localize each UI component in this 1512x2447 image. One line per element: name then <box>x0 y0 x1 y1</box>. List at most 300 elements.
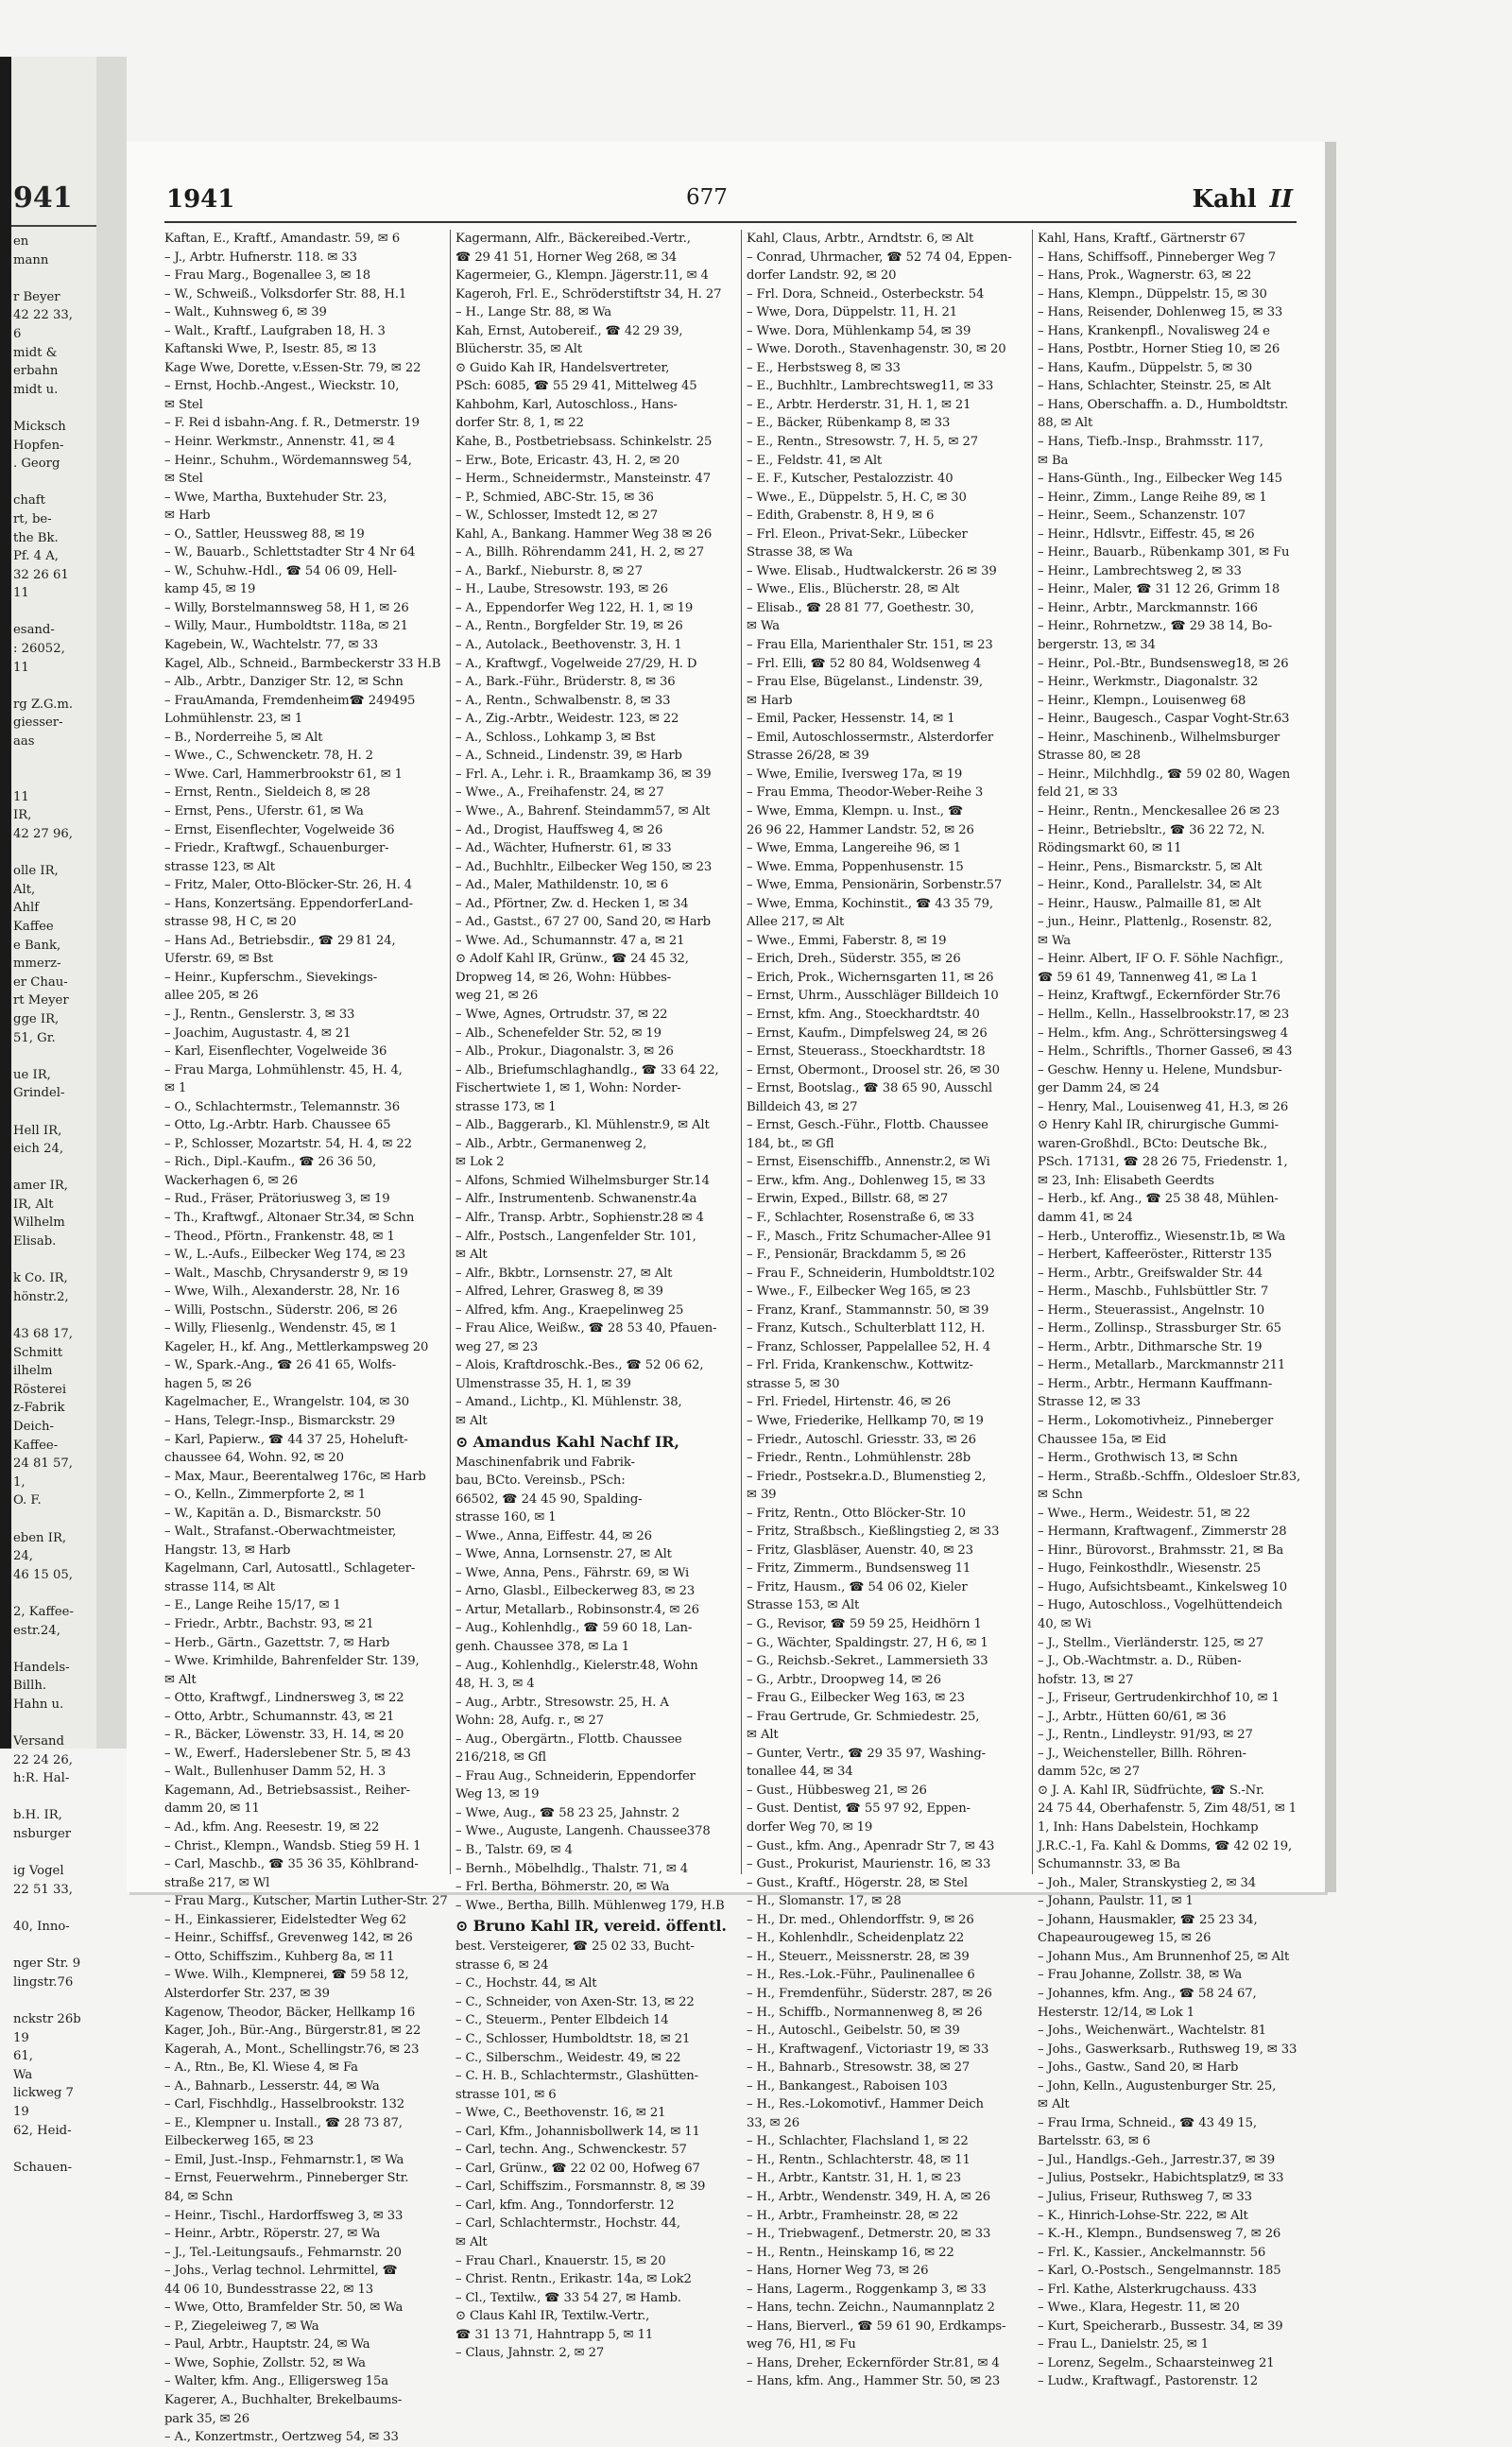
directory-entry: ✉ Wa <box>747 619 780 634</box>
directory-entry: – Frau Ella, Marienthaler Str. 151, ✉ 23 <box>747 638 993 653</box>
directory-entry: ✉ Alt <box>455 1414 488 1428</box>
directory-entry: Blücherstr. 35, ✉ Alt <box>455 342 582 357</box>
directory-entry: chaussee 64, Wohn. 92, ✉ 20 <box>164 1451 344 1466</box>
directory-entry: – Hans, Lagerm., Roggenkamp 3, ✉ 33 <box>747 2282 987 2297</box>
directory-entry: – H., Fremdenführ., Süderstr. 287, ✉ 26 <box>747 1986 992 2001</box>
directory-entry: – Johs., Gastw., Sand 20, ✉ Harb <box>1038 2060 1239 2076</box>
directory-entry: – H., Lange Str. 88, ✉ Wa <box>455 305 611 320</box>
directory-entry: – Herm., Maschb., Fuhlsbüttler Str. 7 <box>1038 1284 1269 1300</box>
directory-entry: damm 52c, ✉ 27 <box>1038 1765 1140 1780</box>
directory-entry: Strasse 153, ✉ Alt <box>747 1598 860 1613</box>
directory-entry: – E., Feldstr. 41, ✉ Alt <box>747 453 883 468</box>
directory-entry: – A., Eppendorfer Weg 122, H. 1, ✉ 19 <box>455 600 694 615</box>
directory-entry: – Hans, Tiefb.-Insp., Brahmsstr. 117, <box>1038 435 1263 450</box>
directory-entry: 44 06 10, Bundesstrasse 22, ✉ 13 <box>164 2282 373 2297</box>
directory-entry: – Frau Alice, Weißw., ☎ 28 53 40, Pfauen- <box>455 1321 717 1336</box>
directory-entry: – Aug., Kohlenhdlg., ☎ 59 60 18, Lan- <box>455 1621 693 1636</box>
directory-entry: – Ernst, Eisenflechter, Vogelweide 36 <box>164 822 395 837</box>
directory-entry: ☎ 29 41 51, Horner Weg 268, ✉ 34 <box>455 250 677 265</box>
directory-entry: – Heinr., Werkmstr., Diagonalstr. 32 <box>1038 675 1259 690</box>
directory-entry: – W., Kapitän a. D., Bismarckstr. 50 <box>164 1506 382 1521</box>
directory-entry: – Heinr., Rohrnetzw., ☎ 29 38 14, Bo- <box>1038 619 1273 634</box>
previous-page-line: mann <box>13 252 49 267</box>
directory-entry: bau, BCto. Vereinsb., PSch: <box>455 1473 626 1489</box>
directory-entry: – Heinr., Hdlsvtr., Eiffestr. 45, ✉ 26 <box>1038 526 1255 542</box>
directory-entry: ⊙ J. A. Kahl IR, Südfrüchte, ☎ S.-Nr. <box>1038 1783 1264 1798</box>
directory-entry: – O., Sattler, Heussweg 88, ✉ 19 <box>164 526 365 542</box>
directory-entry: – Frau Irma, Schneid., ☎ 43 49 15, <box>1038 2115 1257 2130</box>
directory-entry: – Frl. Bertha, Böhmerstr. 20, ✉ Wa <box>455 1880 670 1895</box>
directory-entry: – Wwe. Dora, Mühlenkamp 54, ✉ 39 <box>747 323 971 338</box>
previous-page-line <box>13 1159 96 1178</box>
column-divider <box>741 230 742 1874</box>
directory-entry: – Walt., Kraftf., Laufgraben 18, H. 3 <box>164 323 386 338</box>
previous-page-line: r Beyer <box>13 289 60 304</box>
directory-entry: strasse 5, ✉ 30 <box>747 1376 840 1391</box>
directory-entry: strasse 101, ✉ 6 <box>455 2087 557 2102</box>
directory-entry: – Hans, Konzertsäng. EppendorferLand- <box>164 896 413 911</box>
directory-entry: – Alfr., Bkbtr., Lornsenstr. 27, ✉ Alt <box>455 1266 673 1281</box>
directory-entry: – Fritz, Glasbläser, Auenstr. 40, ✉ 23 <box>747 1542 973 1558</box>
directory-entry: – H., Triebwagenf., Detmerstr. 20, ✉ 33 <box>747 2227 991 2242</box>
directory-entry: – Frl. Dora, Schneid., Osterbeckstr. 54 <box>747 286 985 302</box>
directory-entry: – A., Bark.-Führ., Brüderstr. 8, ✉ 36 <box>455 675 676 690</box>
directory-entry: Billdeich 43, ✉ 27 <box>747 1099 858 1114</box>
directory-entry: – A., Bahnarb., Lesserstr. 44, ✉ Wa <box>164 2078 380 2094</box>
directory-entry: – Frau Gertrude, Gr. Schmiedestr. 25, <box>747 1709 980 1724</box>
directory-entry: – Alb., Schenefelder Str. 52, ✉ 19 <box>455 1025 662 1041</box>
directory-entry: – W., Schlosser, Imstedt 12, ✉ 27 <box>455 508 659 524</box>
directory-entry: – A., Barkf., Nieburstr. 8, ✉ 27 <box>455 563 643 578</box>
directory-entry: Strasse 12, ✉ 33 <box>1038 1395 1141 1410</box>
previous-page-line: 62, Heid- <box>13 2123 72 2138</box>
directory-entry: – Herb., Unteroffiz., Wiesenstr.1b, ✉ Wa <box>1038 1229 1286 1244</box>
previous-page-line: Rösterei <box>13 1382 67 1397</box>
directory-entry: Kahe, B., Postbetriebsass. Schinkelstr. 25 <box>455 435 713 450</box>
directory-entry: – Helm., kfm. Ang., Schröttersingsweg 4 <box>1038 1025 1289 1041</box>
directory-entry: – E., Herbstsweg 8, ✉ 33 <box>747 360 901 375</box>
previous-page-line: 24, <box>13 1549 33 1564</box>
directory-entry: – Gust., Hübbesweg 21, ✉ 26 <box>747 1783 927 1798</box>
directory-column-1 <box>164 230 448 2447</box>
directory-entry: – A., Schloss., Lohkamp 3, ✉ Bst <box>455 730 656 745</box>
directory-entry: – E., Rentn., Stresowstr. 7, H. 5, ✉ 27 <box>747 435 978 450</box>
directory-entry: – J., Rentn., Lindleystr. 91/93, ✉ 27 <box>1038 1728 1253 1743</box>
directory-entry: – Wwe., Bertha, Billh. Mühlenweg 179, H.B <box>455 1898 725 1913</box>
directory-entry: – Heinr., Maschinenb., Wilhelmsburger <box>1038 730 1280 745</box>
directory-entry: – W., Schweiß., Volksdorfer Str. 88, H.1 <box>164 286 407 302</box>
directory-entry: – Johann, Paulstr. 11, ✉ 1 <box>1038 1894 1194 1909</box>
directory-entry: – Heinr., Arbtr., Röperstr. 27, ✉ Wa <box>164 2227 381 2242</box>
directory-entry: Hangstr. 13, ✉ Harb <box>164 1542 291 1558</box>
directory-entry: – Willy, Borstelmannsweg 58, H 1, ✉ 26 <box>164 600 409 615</box>
directory-entry: – Heinr., Kond., Parallelstr. 34, ✉ Alt <box>1038 878 1262 893</box>
directory-entry: – A., Zig.-Arbtr., Weidestr. 123, ✉ 22 <box>455 712 679 727</box>
directory-entry: – Hans, techn. Zeichn., Naumannplatz 2 <box>747 2301 995 2316</box>
directory-entry: hofstr. 13, ✉ 27 <box>1038 1672 1134 1687</box>
directory-entry: Kahl, A., Bankang. Hammer Weg 38 ✉ 26 <box>455 526 713 542</box>
directory-entry: Lohmühlenstr. 23, ✉ 1 <box>164 712 303 727</box>
directory-entry: – G., Arbtr., Droopweg 14, ✉ 26 <box>747 1672 941 1687</box>
previous-page-line: midt & <box>13 345 58 360</box>
directory-entry: – Wwe, Emma, Klempn. u. Inst., ☎ <box>747 803 964 819</box>
directory-entry: – Lorenz, Segelm., Schaarsteinweg 21 <box>1038 2355 1275 2370</box>
previous-page-line <box>13 399 96 418</box>
directory-entry: Kagenow, Theodor, Bäcker, Hellkamp 16 <box>164 2005 416 2020</box>
directory-entry: damm 41, ✉ 24 <box>1038 1210 1133 1225</box>
directory-entry: – K., Hinrich-Lohse-Str. 222, ✉ Alt <box>1038 2208 1248 2223</box>
directory-entry: – Hans, Horner Weg 73, ✉ 26 <box>747 2264 929 2279</box>
directory-entry: – H., Arbtr., Framheinstr. 28, ✉ 22 <box>747 2208 958 2223</box>
previous-page-line: rt Meyer <box>13 993 69 1008</box>
directory-entry: – Wwe. Elisab., Hudtwalckerstr. 26 ✉ 39 <box>747 563 997 578</box>
directory-entry: tonallee 44, ✉ 34 <box>747 1765 853 1780</box>
directory-entry: 33, ✉ 26 <box>747 2115 799 2130</box>
directory-entry: – Frl. Elli, ☎ 52 80 84, Woldsenweg 4 <box>747 656 982 671</box>
previous-page-line: nger Str. 9 <box>13 1956 81 1972</box>
directory-entry: – Frau Aug., Schneiderin, Eppendorfer <box>455 1768 696 1784</box>
directory-entry: Eilbeckerweg 165, ✉ 23 <box>164 2134 314 2149</box>
directory-entry: – Herb., Gärtn., Gazettstr. 7, ✉ Harb <box>164 1635 390 1650</box>
directory-entry: 26 96 22, Hammer Landstr. 52, ✉ 26 <box>747 822 974 837</box>
directory-entry: Kagel, Alb., Schneid., Barmbeckerstr 33 H.B <box>164 656 441 671</box>
directory-entry: – Wwe, Dora, Düppelstr. 11, H. 21 <box>747 305 958 320</box>
directory-entry: – E., Klempner u. Install., ☎ 28 73 87, <box>164 2115 403 2130</box>
directory-entry: – Frau Marg., Kutscher, Martin Luther-Str. 27 <box>164 1894 448 1909</box>
directory-entry: – Joachim, Augustastr. 4, ✉ 21 <box>164 1025 352 1041</box>
directory-entry: allee 205, ✉ 26 <box>164 989 259 1004</box>
directory-entry: – Johs., Gaswerksarb., Ruthsweg 19, ✉ 33 <box>1038 2042 1297 2057</box>
directory-entry: 24 75 44, Oberhafenstr. 5, Zim 48/51, ✉ 1 <box>1038 1801 1297 1817</box>
previous-page-line: 42 27 96, <box>13 827 73 841</box>
directory-entry: – F. Rei d isbahn-Ang. f. R., Detmerstr. 19 <box>164 416 420 431</box>
directory-entry: – Hugo, Autoschloss., Vogelhüttendeich <box>1038 1598 1282 1613</box>
directory-entry: – E., Bäcker, Rübenkamp 8, ✉ 33 <box>747 416 951 431</box>
directory-entry: strasse 114, ✉ Alt <box>164 1579 275 1594</box>
directory-entry: – A., Billh. Röhrendamm 241, H. 2, ✉ 27 <box>455 545 704 560</box>
previous-page-line: ue IR, <box>13 1067 51 1082</box>
directory-entry: – Hans, Reisender, Dohlenweg 15, ✉ 33 <box>1038 305 1283 320</box>
directory-entry: 216/218, ✉ Gfl <box>455 1750 546 1766</box>
previous-page-line <box>13 1844 96 1863</box>
directory-entry: – F., Masch., Fritz Schumacher-Allee 91 <box>747 1229 993 1244</box>
previous-page-line <box>13 1047 96 1066</box>
directory-entry: – A., Rtn., Be, Kl. Wiese 4, ✉ Fa <box>164 2060 358 2076</box>
directory-entry: – jun., Heinr., Plattenlg., Rosenstr. 82, <box>1038 915 1273 930</box>
previous-page-line <box>13 1640 96 1659</box>
directory-entry: – Alfons, Schmied Wilhelmsburger Str.14 <box>455 1173 710 1188</box>
directory-entry: – Ernst, Pens., Uferstr. 61, ✉ Wa <box>164 803 364 819</box>
directory-entry: kamp 45, ✉ 19 <box>164 582 256 597</box>
directory-entry: – Carl, Schlachtermstr., Hochstr. 44, <box>455 2216 680 2232</box>
previous-page-line: Hopfen- <box>13 438 64 453</box>
directory-entry: – Herb., kf. Ang., ☎ 25 38 48, Mühlen- <box>1038 1192 1279 1207</box>
directory-entry: – W., Schuhw.-Hdl., ☎ 54 06 09, Hell- <box>164 563 397 578</box>
directory-entry: – J., Ob.-Wachtmstr. a. D., Rüben- <box>1038 1654 1242 1669</box>
directory-entry: – H., Steuerr., Meissnerstr. 28, ✉ 39 <box>747 1949 970 1964</box>
previous-page-line: mmerz- <box>13 956 61 972</box>
column-divider <box>1032 230 1033 1874</box>
directory-entry: – Wwe., Herm., Weidestr. 51, ✉ 22 <box>1038 1506 1250 1521</box>
directory-entry: – Helm., Schriftls., Thorner Gasse6, ✉ 43 <box>1038 1044 1293 1060</box>
directory-entry: Uferstr. 69, ✉ Bst <box>164 952 273 967</box>
directory-entry: – Ernst, Steuerass., Stoeckhardtstr. 18 <box>747 1044 986 1060</box>
previous-page-rule <box>11 225 96 227</box>
directory-entry: – C., Schneider, von Axen-Str. 13, ✉ 22 <box>455 1994 695 2009</box>
directory-entry: dorfer Str. 8, 1, ✉ 22 <box>455 416 584 431</box>
directory-entry: – Theod., Pförtn., Frankenstr. 48, ✉ 1 <box>164 1229 395 1244</box>
directory-entry: – Wwe, Anna, Pens., Fährstr. 69, ✉ Wi <box>455 1565 690 1580</box>
directory-entry: – P., Schmied, ABC-Str. 15, ✉ 36 <box>455 490 654 505</box>
directory-entry: – Fritz, Rentn., Otto Blöcker-Str. 10 <box>747 1506 966 1521</box>
directory-entry: – Aug., Kohlenhdlg., Kielerstr.48, Wohn <box>455 1658 698 1673</box>
directory-entry: – Heinr., Seem., Schanzenstr. 107 <box>1038 508 1246 524</box>
page-year: 1941 <box>166 185 235 214</box>
directory-entry: – Wwe, C., Beethovenstr. 16, ✉ 21 <box>455 2106 666 2121</box>
directory-entry: – Walter, kfm. Ang., Elligersweg 15a <box>164 2374 388 2389</box>
directory-entry: – Wwe., F., Eilbecker Weg 165, ✉ 23 <box>747 1284 971 1300</box>
directory-entry: – Wwe, Emma, Langereihe 96, ✉ 1 <box>747 841 962 856</box>
previous-page-line: 61, <box>13 2049 33 2064</box>
previous-page-line: lingstr.76 <box>13 1974 74 1990</box>
directory-entry: – W., Ewerf., Haderslebener Str. 5, ✉ 43 <box>164 1746 411 1761</box>
directory-entry: – Hans, Krankenpfl., Novalisweg 24 e <box>1038 323 1270 338</box>
directory-entry: ✉ 1 <box>164 1081 187 1096</box>
directory-entry: ✉ Alt <box>747 1728 779 1743</box>
directory-entry: Kahbohm, Karl, Autoschloss., Hans- <box>455 397 678 412</box>
page-gutter <box>96 57 127 1749</box>
previous-page-line: 51, Gr. <box>13 1030 56 1045</box>
previous-page-line: b.H. IR, <box>13 1808 62 1823</box>
directory-entry: – Friedr., Arbtr., Bachstr. 93, ✉ 21 <box>164 1617 374 1632</box>
directory-entry: strasse 98, H C, ✉ 20 <box>164 915 297 930</box>
previous-page-line: 40, Inno- <box>13 1920 70 1935</box>
directory-entry: – Johann Mus., Am Brunnenhof 25, ✉ Alt <box>1038 1949 1290 1964</box>
directory-entry: 48, H. 3, ✉ 4 <box>455 1677 535 1692</box>
directory-entry: – Edith, Grabenstr. 8, H 9, ✉ 6 <box>747 508 935 524</box>
previous-page-line: hönstr.2, <box>13 1289 69 1304</box>
previous-page-line: : 26052, <box>13 642 65 657</box>
directory-entry: – W., L.-Aufs., Eilbecker Weg 174, ✉ 23 <box>164 1248 405 1263</box>
column-divider <box>450 230 451 1874</box>
previous-page-line: Kaffee <box>13 919 54 934</box>
directory-entry: – Ad., Buchhltr., Eilbecker Weg 150, ✉ 23 <box>455 859 713 874</box>
directory-entry: – Heinr., Arbtr., Marckmannstr. 166 <box>1038 600 1258 615</box>
directory-entry: – Alb., Arbtr., Danziger Str. 12, ✉ Schn <box>164 675 404 690</box>
directory-entry: Kaftan, E., Kraftf., Amandastr. 59, ✉ 6 <box>164 232 400 246</box>
book-binding <box>0 57 11 1749</box>
directory-entry: – H., Res.-Lok.-Führ., Paulinenallee 6 <box>747 1968 975 1983</box>
directory-entry: – Hans, Kaufm., Düppelstr. 5, ✉ 30 <box>1038 360 1252 375</box>
directory-entry: – A., Rentn., Schwalbenstr. 8, ✉ 33 <box>455 693 671 708</box>
directory-entry: – G., Reichsb.-Sekret., Lammersieth 33 <box>747 1654 988 1669</box>
directory-entry: – Henry, Mal., Louisenweg 41, H.3, ✉ 26 <box>1038 1099 1289 1114</box>
directory-entry: – Ad., Gastst., 67 27 00, Sand 20, ✉ Harb <box>455 915 711 930</box>
directory-entry: – Aug., Obergärtn., Flottb. Chaussee <box>455 1732 682 1747</box>
directory-entry: best. Versteigerer, ☎ 25 02 33, Bucht- <box>455 1939 695 1955</box>
directory-entry: ☎ 31 13 71, Hahntrapp 5, ✉ 11 <box>455 2327 654 2342</box>
directory-entry: – Kurt, Speicherarb., Bussestr. 34, ✉ 39 <box>1038 2318 1283 2334</box>
directory-entry: genh. Chaussee 378, ✉ La 1 <box>455 1640 629 1655</box>
directory-entry: – Erw., Bote, Ericastr. 43, H. 2, ✉ 20 <box>455 453 679 468</box>
directory-entry: J.R.C.-1, Fa. Kahl & Domms, ☎ 42 02 19, <box>1038 1838 1293 1853</box>
directory-entry: – H., Res.-Lokomotivf., Hammer Deich <box>747 2097 984 2112</box>
previous-page-line: Deich- <box>13 1420 54 1434</box>
directory-entry: – Frau L., Danielstr. 25, ✉ 1 <box>1038 2337 1210 2352</box>
directory-entry: Chapeaurougeweg 15, ✉ 26 <box>1038 1931 1211 1946</box>
directory-entry: – W., Bauarb., Schlettstadter Str 4 Nr 64 <box>164 545 416 560</box>
directory-entry: – Wwe., Anna, Eiffestr. 44, ✉ 26 <box>455 1528 652 1543</box>
previous-page-line: Wilhelm <box>13 1215 65 1231</box>
directory-entry: Kahl, Hans, Kraftf., Gärtnerstr 67 <box>1038 232 1246 246</box>
directory-entry: Kah, Ernst, Autobereif., ☎ 42 29 39, <box>455 323 683 338</box>
directory-entry: – A., Autolack., Beethovenstr. 3, H. 1 <box>455 638 682 653</box>
directory-entry: – Johs., Weichenwärt., Wachtelstr. 81 <box>1038 2024 1266 2039</box>
directory-entry: – Herm., Arbtr., Greifswalder Str. 44 <box>1038 1266 1263 1281</box>
directory-entry: ✉ Alt <box>164 1672 197 1687</box>
directory-column-2 <box>455 230 735 2363</box>
directory-entry: – Wwe., C., Schwencketr. 78, H. 2 <box>164 749 373 764</box>
directory-entry: ✉ Wa <box>1038 933 1071 948</box>
directory-entry: – J., Weichensteller, Billh. Röhren- <box>1038 1746 1246 1761</box>
directory-entry: ⊙ Claus Kahl IR, Textilw.-Vertr., <box>455 2309 650 2324</box>
directory-entry: – H., Laube, Stresowstr. 193, ✉ 26 <box>455 582 668 597</box>
directory-entry: – Wwe, Wilh., Alexanderstr. 28, Nr. 16 <box>164 1284 400 1300</box>
directory-entry: – H., Kraftwagenf., Victoriastr 19, ✉ 33 <box>747 2042 989 2057</box>
directory-entry: – Hans Ad., Betriebsdir., ☎ 29 81 24, <box>164 933 396 948</box>
page-edge <box>1325 142 1336 1892</box>
directory-entry: ger Damm 24, ✉ 24 <box>1038 1081 1160 1096</box>
previous-page-line: 19 <box>13 2104 29 2119</box>
directory-entry: – Herm., Arbtr., Hermann Kauffmann- <box>1038 1376 1273 1391</box>
directory-entry: Kageroh, Frl. E., Schröderstiftstr 34, H. 27 <box>455 286 722 302</box>
directory-entry: – H., Einkassierer, Eidelstedter Weg 62 <box>164 1912 407 1927</box>
previous-page-line: Grindel- <box>13 1086 65 1101</box>
directory-entry: – Frl. Kathe, Alsterkrugchauss. 433 <box>1038 2282 1257 2297</box>
directory-entry: – H., Bankangest., Raboisen 103 <box>747 2078 948 2094</box>
previous-page-line <box>13 269 96 288</box>
previous-page-fragment <box>11 57 96 2175</box>
directory-entry: Bartelsstr. 63, ✉ 6 <box>1038 2134 1151 2149</box>
directory-entry: – Arno, Glasbl., Eilbeckerweg 83, ✉ 23 <box>455 1584 696 1599</box>
directory-entry: – Hans, Schiffsoff., Pinneberger Weg 7 <box>1038 250 1277 265</box>
directory-entry: – Willi, Postschn., Süderstr. 206, ✉ 26 <box>164 1302 398 1318</box>
directory-entry: dorfer Weg 70, ✉ 19 <box>747 1820 873 1835</box>
directory-entry: ✉ Lok 2 <box>455 1155 505 1170</box>
previous-page-line: . Georg <box>13 457 60 472</box>
previous-page-line <box>13 474 96 492</box>
previous-page-line: Micksch <box>13 419 66 434</box>
directory-entry: – E., Lange Reihe 15/17, ✉ 1 <box>164 1598 341 1613</box>
previous-page-line: midt u. <box>13 382 59 397</box>
directory-entry: – J., Arbtr., Hütten 60/61, ✉ 36 <box>1038 1709 1227 1724</box>
directory-entry: – Frau Johanne, Zollstr. 38, ✉ Wa <box>1038 1968 1243 1983</box>
directory-entry: – Wwe., Elis., Blücherstr. 28, ✉ Alt <box>747 582 960 597</box>
directory-entry: – Herbert, Kaffeeröster., Ritterstr 135 <box>1038 1248 1272 1263</box>
directory-entry: – Herm., Grothwisch 13, ✉ Schn <box>1038 1451 1238 1466</box>
directory-entry: – C., Schlosser, Humboldtstr. 18, ✉ 21 <box>455 2031 691 2046</box>
directory-entry: – C. H. B., Schlachtermstr., Glashütten- <box>455 2069 698 2084</box>
directory-entry: – Alfr., Postsch., Langenfelder Str. 101, <box>455 1229 696 1244</box>
directory-entry: – Ludw., Kraftwagf., Pastorenstr. 12 <box>1038 2374 1258 2389</box>
previous-page-line: Pf. 4 A, <box>13 549 59 564</box>
previous-page-line: amer IR, <box>13 1179 68 1194</box>
directory-entry: – Walt., Maschb, Chrysanderstr 9, ✉ 19 <box>164 1266 408 1281</box>
directory-entry: Wackerhagen 6, ✉ 26 <box>164 1173 298 1188</box>
directory-entry: – Heinr., Milchhdlg., ☎ 59 02 80, Wagen <box>1038 767 1291 782</box>
directory-entry: – P., Ziegeleiweg 7, ✉ Wa <box>164 2318 319 2334</box>
directory-entry: – H., Autoschl., Geibelstr. 50, ✉ 39 <box>747 2024 960 2039</box>
directory-entry: – Wwe., A., Freihafenstr. 24, ✉ 27 <box>455 785 664 801</box>
directory-entry: ✉ 39 <box>747 1488 777 1503</box>
directory-entry: waren-Großhdl., BCto: Deutsche Bk., <box>1038 1136 1268 1151</box>
directory-entry: feld 21, ✉ 33 <box>1038 785 1118 801</box>
previous-page-line <box>13 769 96 788</box>
directory-entry: – Hugo, Feinkosthdlr., Wiesenstr. 25 <box>1038 1561 1262 1577</box>
directory-entry: – Otto, Kraftwgf., Lindnersweg 3, ✉ 22 <box>164 1691 404 1706</box>
directory-entry: – Heinr. Albert, IF O. F. Söhle Nachfigr., <box>1038 952 1283 967</box>
previous-page-line: olle IR, <box>13 864 59 879</box>
directory-entry: – Erich, Prok., Wichernsgarten 11, ✉ 26 <box>747 970 994 985</box>
directory-entry: – Gunter, Vertr., ☎ 29 35 97, Washing- <box>747 1746 986 1761</box>
directory-entry: – Alb., Baggerarb., Kl. Mühlenstr.9, ✉ Alt <box>455 1118 710 1133</box>
directory-entry: – H., Arbtr., Wendenstr. 349, H. A, ✉ 26 <box>747 2189 991 2204</box>
directory-entry: – Erw., kfm. Ang., Dohlenweg 15, ✉ 33 <box>747 1173 986 1188</box>
directory-entry: hagen 5, ✉ 26 <box>164 1376 252 1391</box>
directory-entry: – Herm., Lokomotivheiz., Pinneberger <box>1038 1414 1274 1428</box>
directory-entry: Kaftanski Wwe, P., Isestr. 85, ✉ 13 <box>164 342 377 357</box>
previous-page-line: z-Fabrik <box>13 1401 65 1416</box>
directory-entry: – Julius, Friseur, Ruthsweg 7, ✉ 33 <box>1038 2189 1252 2204</box>
directory-entry: – Alb., Arbtr., Germanenweg 2, <box>455 1136 647 1151</box>
directory-entry: – Alfred, kfm. Ang., Kraepelinweg 25 <box>455 1302 684 1318</box>
directory-entry: – H., Slomanstr. 17, ✉ 28 <box>747 1894 902 1909</box>
directory-entry: – Ernst, Obermont., Droosel str. 26, ✉ 30 <box>747 1062 1000 1077</box>
directory-entry: – Joh., Maler, Stranskystieg 2, ✉ 34 <box>1038 1875 1257 1890</box>
directory-entry: – Ernst, Eisenschiffb., Annenstr.2, ✉ Wi <box>747 1155 990 1170</box>
previous-page-line: er Chau- <box>13 974 68 990</box>
directory-entry: 66502, ☎ 24 45 90, Spalding- <box>455 1491 643 1507</box>
directory-entry: – Emil, Autoschlossermstr., Alsterdorfer <box>747 730 994 745</box>
directory-entry: – Ernst, Hochb.-Angest., Wieckstr. 10, <box>164 379 400 394</box>
previous-page-line: aas <box>13 734 35 750</box>
directory-entry: – Frau Emma, Theodor-Weber-Reihe 3 <box>747 785 984 801</box>
directory-entry: – Paul, Arbtr., Hauptstr. 24, ✉ Wa <box>164 2337 370 2352</box>
directory-entry: – Herm., Straßb.-Schffn., Oldesloer Str.83, <box>1038 1469 1301 1484</box>
directory-entry: – Heinr., Rentn., Menckesallee 26 ✉ 23 <box>1038 803 1280 819</box>
directory-entry: 1, Inh: Hans Dabelstein, Hochkamp <box>1038 1820 1259 1835</box>
directory-entry: – Hans, Schlachter, Steinstr. 25, ✉ Alt <box>1038 379 1271 394</box>
directory-entry: – Wwe. Doroth., Stavenhagenstr. 30, ✉ 20 <box>747 342 1006 357</box>
directory-entry: – Franz, Schlosser, Pappelallee 52, H. 4 <box>747 1339 991 1354</box>
directory-entry: – Hinr., Bürovorst., Brahmsstr. 21, ✉ Ba <box>1038 1542 1284 1558</box>
directory-entry: – Herm., Metallarb., Marckmannstr 211 <box>1038 1358 1286 1373</box>
directory-entry: – Heinr., Kupferschm., Sievekings- <box>164 970 378 985</box>
directory-entry: – Willy, Fliesenlg., Wendenstr. 45, ✉ 1 <box>164 1321 398 1336</box>
directory-entry: – Elisab., ☎ 28 81 77, Goethestr. 30, <box>747 600 974 615</box>
directory-entry: – Frau Marga, Lohmühlenstr. 45, H. 4, <box>164 1062 403 1077</box>
directory-entry: – Emil, Just.-Insp., Fehmarnstr.1, ✉ Wa <box>164 2152 404 2167</box>
directory-entry: – Walt., Bullenhuser Damm 52, H. 3 <box>164 1765 387 1780</box>
directory-entry: – Heinr., Schiffsf., Grevenweg 142, ✉ 26 <box>164 1931 413 1946</box>
previous-page-line: k Co. IR, <box>13 1271 68 1286</box>
directory-entry: – Wwe. Krimhilde, Bahrenfelder Str. 139, <box>164 1654 420 1669</box>
directory-entry: – Hugo, Aufsichtsbeamt., Kinkelsweg 10 <box>1038 1579 1288 1594</box>
directory-entry: – Fritz, Hausm., ☎ 54 06 02, Kieler <box>747 1579 968 1594</box>
directory-entry: – F., Pensionär, Brackdamm 5, ✉ 26 <box>747 1248 966 1263</box>
directory-entry: – C., Hochstr. 44, ✉ Alt <box>455 1976 597 1991</box>
directory-entry: – J., Tel.-Leitungsaufs., Fehmarnstr. 20 <box>164 2245 402 2260</box>
